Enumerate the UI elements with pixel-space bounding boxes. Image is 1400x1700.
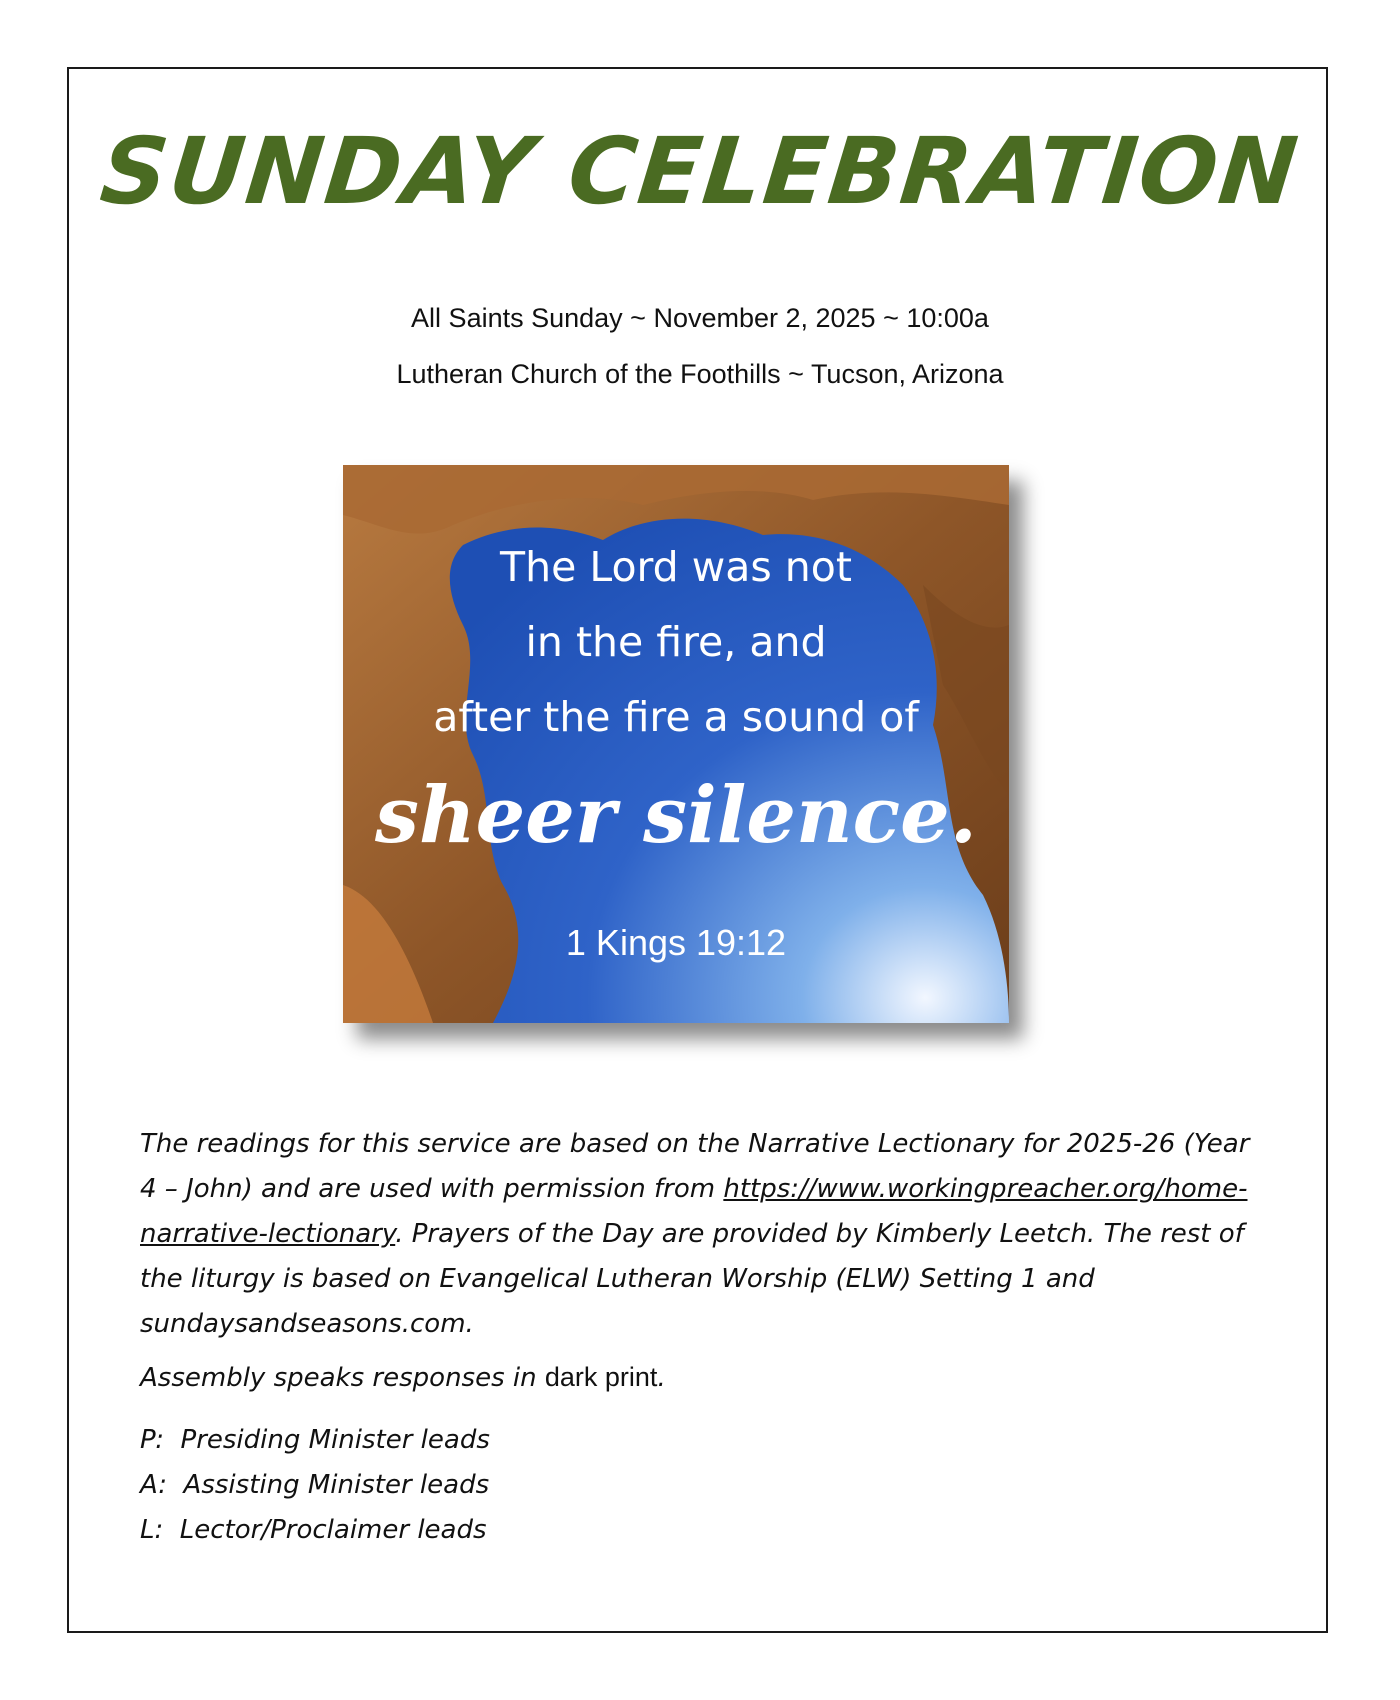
assembly-note-end: . [657,1363,666,1393]
readings-note-text-end: . Prayers of the Day are provided by Kimberly Leetch. The rest of the liturgy is based on Evangelical Lutheran Worship (ELW) Setting 1 and sundaysandseasons.com. [140,1219,1244,1339]
image-text-line-2: in the fire, and [525,618,827,666]
dark-print-example: dark print [544,1362,658,1392]
role-lector: L: Lector/Proclaimer leads [140,1515,487,1545]
page-title: SUNDAY CELEBRATION [95,118,1305,225]
roles-legend [140,1418,490,1553]
image-text-line-3: after the fire a sound of [433,693,919,741]
service-date-line: All Saints Sunday ~ November 2, 2025 ~ 10:00a [411,303,989,333]
church-location-line: Lutheran Church of the Foothills ~ Tucson, Arizona [396,359,1004,389]
image-text-line-1: The Lord was not [500,543,852,591]
image-script-text: sheer silence. [375,770,977,861]
readings-note [140,1122,1270,1347]
readings-note-text: The readings for this service are based on the Narrative Lectionary for 2025-26 (Year 4 – John) and are used with permission from [140,1129,1250,1204]
assembly-note-text: Assembly speaks responses in [140,1363,545,1393]
lectionary-link[interactable]: https://www.workingpreacher.org/home-narrative-lectionary [140,1174,1248,1249]
role-assisting: A: Assisting Minister leads [140,1470,490,1500]
role-presiding: P: Presiding Minister leads [140,1425,490,1455]
scripture-image [343,465,1009,1023]
image-scripture-reference: 1 Kings 19:12 [565,922,787,963]
assembly-note [140,1362,666,1393]
